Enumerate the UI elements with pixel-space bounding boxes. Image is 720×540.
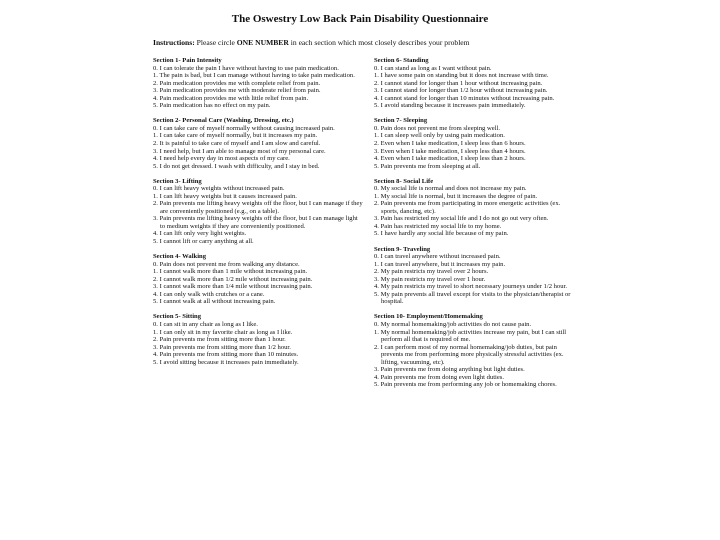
questionnaire-section xyxy=(153,253,363,306)
answer-option[interactable]: 1. My social life is normal, but it increases the degree of pain. xyxy=(374,192,538,200)
answer-option[interactable]: 1. I cannot walk more than 1 mile without increasing pain. xyxy=(153,268,308,276)
answer-option[interactable]: 2. Pain prevents me from sitting more than 1 hour. xyxy=(153,336,286,344)
answer-option[interactable]: 1. I can only sit in my favorite chair as long as I like. xyxy=(153,328,293,336)
answer-option[interactable]: 5. I have hardly any social life because of my pain. xyxy=(374,230,509,238)
left-column xyxy=(153,57,363,374)
answer-option[interactable]: 3. Pain has restricted my social life and I do not go out very often. xyxy=(374,215,549,223)
answer-option[interactable]: 4. I need help every day in most aspects of my care. xyxy=(153,155,290,163)
questionnaire-section xyxy=(153,57,363,110)
questionnaire-section xyxy=(374,246,579,306)
section-title: Section 4- Walking xyxy=(153,253,207,261)
answer-option[interactable]: 4. My pain restricts my travel to short necessary journeys under 1/2 hour. xyxy=(374,283,568,291)
answer-option[interactable]: 1. The pain is bad, but I can manage without having to take pain medication. xyxy=(153,72,355,80)
questionnaire-section xyxy=(374,57,579,110)
answer-option[interactable]: 4. Pain has restricted my social life to my home. xyxy=(374,222,502,230)
answer-option[interactable]: 0. I can tolerate the pain I have without having to use pain medication. xyxy=(153,64,339,72)
answer-option[interactable]: 4. Pain prevents me from sitting more than 10 minutes. xyxy=(153,351,299,359)
section-title: Section 5- Sitting xyxy=(153,313,201,321)
answer-option[interactable]: 0. I can travel anywhere without increased pain. xyxy=(374,253,501,261)
answer-option[interactable]: 5. I avoid sitting because it increases pain immediately. xyxy=(153,358,299,366)
answer-option[interactable]: 2. Pain prevents me from participating in more energetic activities (ex. sports, dancing, etc). xyxy=(374,200,561,215)
questionnaire-section xyxy=(374,313,579,388)
answer-option[interactable]: 0. I can lift heavy weights without increased pain. xyxy=(153,185,285,193)
answer-option[interactable]: 2. I cannot walk more than 1/2 mile without increasing pain. xyxy=(153,275,313,283)
answer-option[interactable]: 3. Pain medication provides me with moderate relief from pain. xyxy=(153,87,321,95)
answer-option[interactable]: 0. Pain does not prevent me from sleeping well. xyxy=(374,124,500,132)
answer-option[interactable]: 4. I cannot stand for longer than 10 minutes without increasing pain. xyxy=(374,94,555,102)
answer-option[interactable]: 3. Pain prevents me lifting heavy weights off the floor, but I can manage light to medium weights if they are conveniently positioned. xyxy=(153,215,358,230)
section-title: Section 3- Lifting xyxy=(153,177,202,185)
instructions xyxy=(153,38,573,47)
questionnaire-section xyxy=(153,313,363,366)
answer-option[interactable]: 5. Pain prevents me from performing any job or homemaking chores. xyxy=(374,381,557,389)
section-title: Section 1- Pain Intensity xyxy=(153,57,222,64)
answer-option[interactable]: 4. Even when I take medication, I sleep less than 2 hours. xyxy=(374,155,526,163)
answer-option[interactable]: 3. My pain restricts my travel over 1 hour. xyxy=(374,275,486,283)
answer-option[interactable]: 0. I can sit in any chair as long as I like. xyxy=(153,320,258,328)
instructions-emphasis: ONE NUMBER xyxy=(236,38,289,47)
answer-option[interactable]: 4. Pain prevents me from doing even light duties. xyxy=(374,373,505,381)
section-title: Section 9- Traveling xyxy=(374,245,431,253)
answer-option[interactable]: 5. I do not get dressed. I wash with difficulty, and I stay in bed. xyxy=(153,162,320,170)
page-title: The Oswestry Low Back Pain Disability Questionnaire xyxy=(231,13,489,25)
right-column xyxy=(374,57,579,396)
answer-option[interactable]: 2. Pain medication provides me with complete relief from pain. xyxy=(153,79,321,87)
questionnaire-section xyxy=(374,178,579,238)
instructions-text: Please circle xyxy=(194,38,237,47)
answer-option[interactable]: 5. Pain medication has no effect on my pain. xyxy=(153,102,271,110)
answer-option[interactable]: 2. My pain restricts my travel over 2 hours. xyxy=(374,268,489,276)
answer-option[interactable]: 5. I cannot lift or carry anything at all. xyxy=(153,238,254,246)
answer-option[interactable]: 2. It is painful to take care of myself and I am slow and careful. xyxy=(153,139,321,147)
answer-option[interactable]: 5. My pain prevents all travel except for visits to the physician/therapist or hospital. xyxy=(374,290,571,306)
answer-option[interactable]: 0. I can stand as long as I want without pain. xyxy=(374,64,492,72)
answer-option[interactable]: 2. Even when I take medication, I sleep less than 6 hours. xyxy=(374,139,526,147)
section-title: Section 6- Standing xyxy=(374,57,429,64)
answer-option[interactable]: 0. My social life is normal and does not increase my pain. xyxy=(374,185,527,193)
answer-option[interactable]: 1. I can take care of myself normally, but it increases my pain. xyxy=(153,132,318,140)
answer-option[interactable]: 1. I can travel anywhere, but it increases my pain. xyxy=(374,260,506,268)
instructions-lead: Instructions: xyxy=(153,38,195,47)
answer-option[interactable]: 5. Pain prevents me from sleeping at all. xyxy=(374,162,481,170)
answer-option[interactable]: 0. I can take care of myself normally without causing increased pain. xyxy=(153,124,335,132)
section-title: Section 2- Personal Care (Washing, Dressing, etc.) xyxy=(153,117,294,125)
questionnaire-section xyxy=(153,178,363,246)
questionnaire-section xyxy=(153,117,363,170)
answer-option[interactable]: 3. I need help, but I am able to manage most of my personal care. xyxy=(153,147,326,155)
answer-option[interactable]: 5. I cannot walk at all without increasing pain. xyxy=(153,298,276,306)
answer-option[interactable]: 0. Pain does not prevent me from walking any distance. xyxy=(153,260,300,268)
answer-option[interactable]: 1. My normal homemaking/job activities increase my pain, but I can still perform all that is required of me. xyxy=(374,328,567,344)
questionnaire-section xyxy=(374,117,579,170)
section-title: Section 8- Social Life xyxy=(374,177,434,185)
answer-option[interactable]: 3. I cannot walk more than 1/4 mile without increasing pain. xyxy=(153,283,313,291)
instructions-tail: in each section which most closely describes your problem xyxy=(288,38,470,47)
section-title: Section 7- Sleeping xyxy=(374,117,428,125)
answer-option[interactable]: 4. Pain medication provides me with little relief from pain. xyxy=(153,94,309,102)
answer-option[interactable]: 4. I can only walk with crutches or a cane. xyxy=(153,290,265,298)
answer-option[interactable]: 3. Pain prevents me from doing anything but light duties. xyxy=(374,366,525,374)
answer-option[interactable]: 1. I can sleep well only by using pain medication. xyxy=(374,132,505,140)
section-title: Section 10- Employment/Homemaking xyxy=(374,313,483,321)
answer-option[interactable]: 3. I cannot stand for longer than 1/2 hour without increasing pain. xyxy=(374,87,548,95)
answer-option[interactable]: 4. I can lift only very light weights. xyxy=(153,230,247,238)
answer-option[interactable]: 2. Pain prevents me lifting heavy weights off the floor, but I can manage if they are conveniently positioned (e.g., on a table). xyxy=(153,200,363,215)
answer-option[interactable]: 1. I have some pain on standing but it does not increase with time. xyxy=(374,72,549,80)
answer-option[interactable]: 3. Pain prevents me from sitting more than 1/2 hour. xyxy=(153,343,291,351)
answer-option[interactable]: 2. I cannot stand for longer than 1 hour without increasing pain. xyxy=(374,79,543,87)
answer-option[interactable]: 1. I can lift heavy weights but it causes increased pain. xyxy=(153,192,297,200)
answer-option[interactable]: 0. My normal homemaking/job activities do not cause pain. xyxy=(374,320,532,328)
answer-option[interactable]: 3. Even when I take medication, I sleep less than 4 hours. xyxy=(374,147,526,155)
answer-option[interactable]: 5. I avoid standing because it increases pain immediately. xyxy=(374,102,526,110)
answer-option[interactable]: 2. I can perform most of my normal homemaking/job duties, but pain prevents me from performing more physically stressful activities (ex. lifting, vacuuming, etc). xyxy=(374,343,564,366)
